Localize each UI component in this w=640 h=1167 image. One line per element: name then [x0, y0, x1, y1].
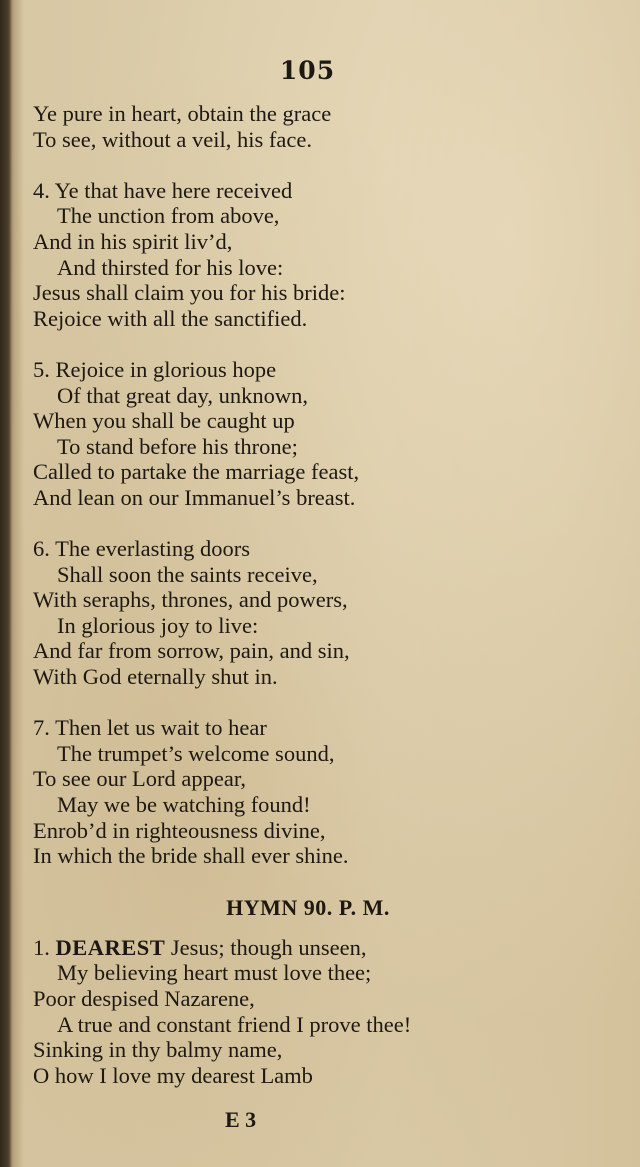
- verse-line: With God eternally shut in.: [33, 664, 278, 690]
- page-number: 105: [279, 56, 336, 85]
- verse-line: Of that great day, unknown,: [57, 382, 308, 408]
- verse-line: O how I love my dearest Lamb: [33, 1062, 313, 1088]
- verse-line: Sinking in thy balmy name,: [33, 1037, 283, 1063]
- verse-line: My believing heart must love thee;: [57, 960, 372, 986]
- verse-line: And far from sorrow, pain, and sin,: [33, 638, 350, 664]
- verse-line: 6. The everlasting doors: [33, 536, 251, 562]
- stanza-gap: [33, 152, 623, 178]
- verse-line: Poor despised Nazarene,: [33, 986, 255, 1011]
- verse-line: Enrob’d in righteousness divine,: [33, 817, 326, 843]
- stanza-gap: [33, 331, 623, 357]
- verse-line: And thirsted for his love:: [57, 254, 284, 280]
- verse-line: Rejoice with all the sanctified.: [33, 305, 308, 331]
- verse-number: 1.: [33, 934, 50, 960]
- verse-line: The unction from above,: [57, 203, 280, 229]
- stanza-gap: [33, 690, 623, 716]
- book-spine-shadow: [0, 0, 12, 1167]
- verse-line: To stand before his throne;: [57, 433, 298, 459]
- hymn-text: [33, 101, 623, 1088]
- verse-line: 5. Rejoice in glorious hope: [33, 356, 277, 382]
- verse-line: A true and constant friend I prove thee!: [57, 1011, 412, 1037]
- verse-line: Ye pure in heart, obtain the grace: [33, 101, 332, 126]
- verse-line: In which the bride shall ever shine.: [33, 843, 349, 869]
- verse-line: 7. Then let us wait to hear: [33, 715, 267, 741]
- verse-line: May we be watching found!: [57, 792, 311, 818]
- verse-line: To see, without a veil, his face.: [33, 126, 312, 152]
- hymn-title: HYMN 90. P. M.: [226, 894, 390, 920]
- first-word: DEAREST: [55, 934, 166, 960]
- verse-line: And in his spirit liv’d,: [33, 228, 233, 254]
- verse-line: In glorious joy to live:: [57, 612, 259, 638]
- verse-line: The trumpet’s welcome sound,: [57, 740, 335, 766]
- verse-line: Shall soon the saints receive,: [57, 561, 318, 587]
- stanza-gap: [33, 511, 623, 537]
- verse-line: When you shall be caught up: [33, 408, 295, 434]
- signature-mark: E 3: [225, 1107, 257, 1132]
- verse-line: 4. Ye that have here received: [33, 177, 293, 203]
- verse-line-rest: Jesus; though unseen,: [165, 934, 367, 960]
- verse-line: And lean on our Immanuel’s breast.: [33, 484, 356, 510]
- verse-line: Jesus shall claim you for his bride:: [33, 280, 346, 306]
- verse-line: To see our Lord appear,: [33, 766, 247, 792]
- verse-line: Called to partake the marriage feast,: [33, 459, 360, 485]
- section-gap: [33, 869, 623, 881]
- hymn-first-line: [33, 935, 623, 961]
- verse-line: With seraphs, thrones, and powers,: [33, 587, 348, 613]
